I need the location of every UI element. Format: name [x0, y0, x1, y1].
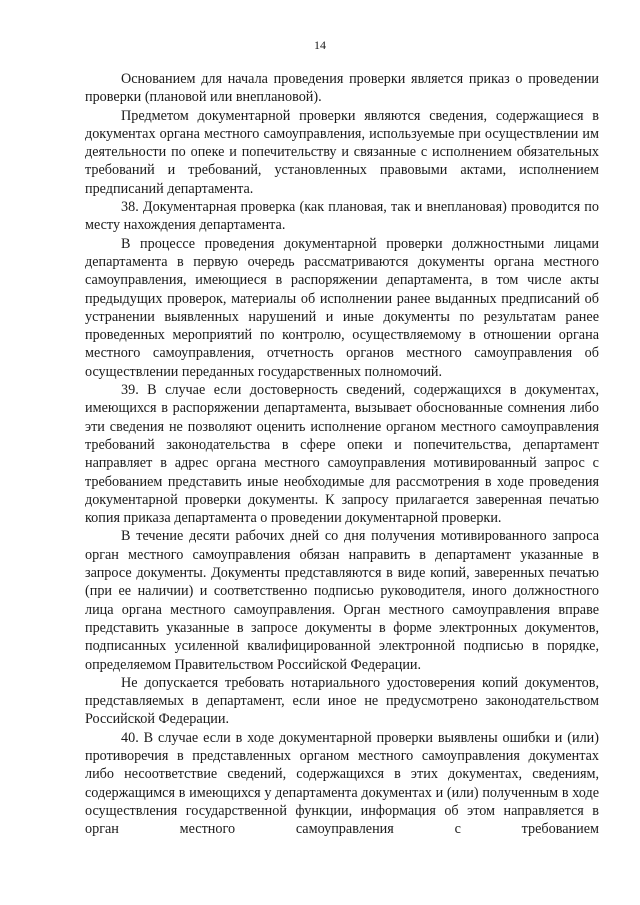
paragraph-subject: Предметом документарной проверки являются сведения, содержащиеся в документах органа местного самоуправления, используемые при осуществлении им деятельности по опеке и попечительству и связанные с исполнением обязательных требований и требований, установленных правовыми актами, исполнением предписаний департамента. — [85, 107, 599, 197]
paragraph-38: 38. Документарная проверка (как плановая, так и внеплановая) проводится по месту нахождения департамента. — [85, 199, 599, 234]
paragraph-39: 39. В случае если достоверность сведений, содержащихся в документах, имеющихся в распоряжении департамента, вызывает обоснованные сомнения либо эти сведения не позволяют оценить исполнение органом местного самоуправления требований законодательства в сфере опеки и попечительства, департамент направляет в адрес органа местного самоуправления мотивированный запрос с требованием представить иные необходимые для рассмотрения в ходе проведения документарной проверки документы. К запросу прилагается заверенная печатью копия приказа департамента о проведении документарной проверки. — [85, 382, 599, 527]
paragraph-order-basis: Основанием для начала проведения проверки является приказ о проведении проверки (плановой или внеплановой). — [85, 71, 599, 106]
page-number: 14 — [314, 38, 326, 52]
paragraph-review-process: В процессе проведения документарной проверки должностными лицами департамента в первую очередь рассматриваются документы органа местного самоуправления, имеющиеся в распоряжении департамента, в том числе акты предыдущих проверок, материалы об исполнении ранее выданных предписаний об устранении выявленных нарушений и иные документы по результатам ранее проведенных мероприятий по контролю, осуществляемому в отношении органа местного самоуправления, отчетность органов местного самоуправления об осуществлении переданных государственных полномочий. — [85, 235, 599, 380]
paragraph-40: 40. В случае если в ходе документарной проверки выявлены ошибки и (или) противоречия в представленных органом местного самоуправления документах либо несоответствие сведений, содержащихся в этих документах, сведениям, содержащимся в имеющихся у департамента документах и (или) полученным в ходе осуществления государственной функции, информация об этом направляется в орган местного самоуправления с требованием — [85, 729, 599, 838]
paragraph-ten-days: В течение десяти рабочих дней со дня получения мотивированного запроса орган местного самоуправления обязан направить в департамент указанные в запросе документы. Документы представляются в виде копий, заверенных печатью (при ее наличии) и соответственно подписью руководителя, иного должностного лица органа местного самоуправления. Орган местного самоуправления вправе представить указанные в запросе документы в форме электронных документов, подписанных усиленной квалифицированной электронной подписью в порядке, определяемом Правительством Российской Федерации. — [85, 528, 599, 673]
paragraph-notary: Не допускается требовать нотариального удостоверения копий документов, представляемых в департамент, если иное не предусмотрено законодательством Российской Федерации. — [85, 674, 599, 728]
document-body — [85, 70, 599, 838]
